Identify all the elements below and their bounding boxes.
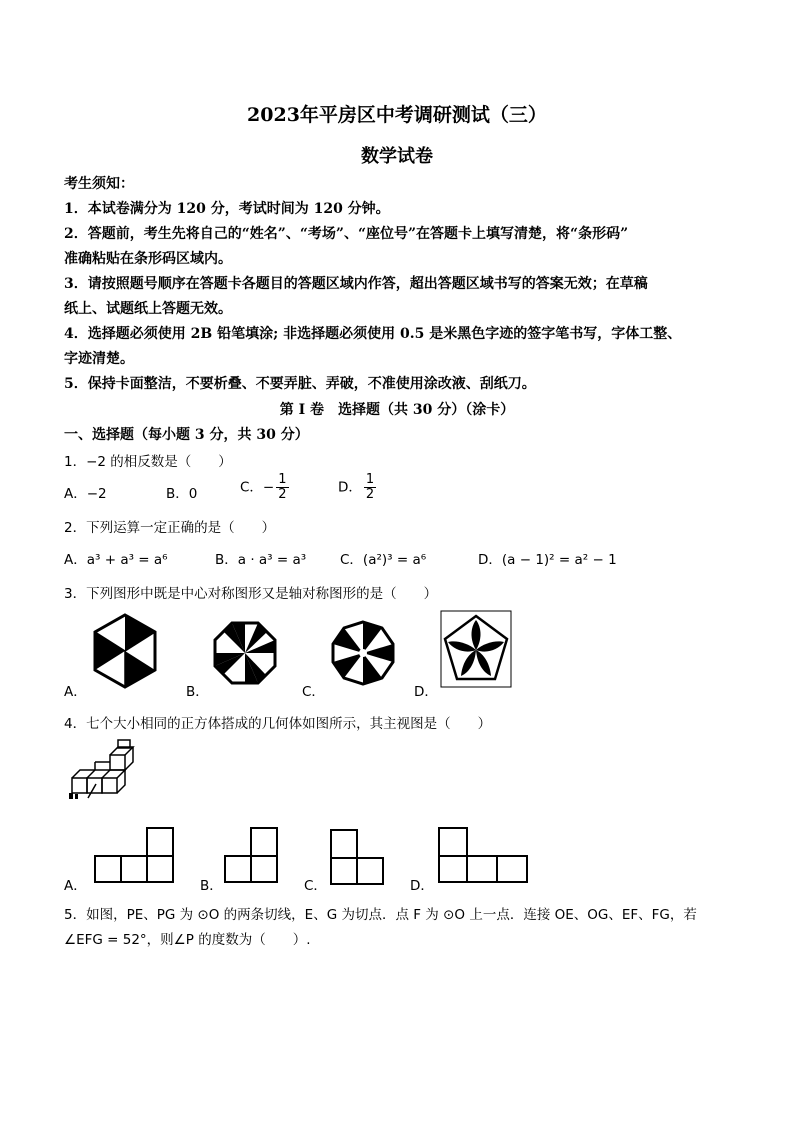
q3-label-d: D． bbox=[414, 684, 438, 700]
q2-option-d: D．(a − 1)² = a² − 1 bbox=[478, 552, 617, 568]
q1-option-c bbox=[240, 473, 289, 502]
notice-line-2a: 2．答题前，考生先将自己的“姓名”、“考场”、“座位号”在答题卡上填写清楚，将“条形码” bbox=[64, 226, 629, 242]
q2-option-c: C．(a²)³ = a⁶ bbox=[340, 552, 427, 568]
q1-c-denominator: 2 bbox=[278, 487, 287, 502]
notice-line-3a: 3．请按照题号顺序在答题卡各题目的答题区域内作答，超出答题区域书写的答案无效；在草稿 bbox=[64, 276, 648, 292]
notice-heading: 考生须知： bbox=[64, 176, 134, 192]
q5-line-1: 5．如图，PE、PG 为 ⊙O 的两条切线，E、G 为切点．点 F 为 ⊙O 上一点．连接 OE、OG、EF、FG，若 bbox=[64, 907, 697, 923]
q4-label-b: B． bbox=[200, 878, 223, 894]
notice-line-1: 1．本试卷满分为 120 分，考试时间为 120 分钟。 bbox=[64, 201, 390, 217]
q4-label-a: A． bbox=[64, 878, 87, 894]
q3-label-c: C． bbox=[302, 684, 325, 700]
q4-option-c-view bbox=[330, 828, 384, 886]
q3-figure-c-polygon bbox=[330, 620, 396, 686]
q1-option-a: A．−2 bbox=[64, 486, 107, 502]
q3-label-b: B． bbox=[186, 684, 209, 700]
exam-title: 2023年平房区中考调研测试（三） bbox=[247, 104, 547, 126]
q1-option-c-fraction bbox=[276, 473, 288, 502]
notice-line-5: 5．保持卡面整洁，不要析叠、不要弄脏、弄破，不准使用涂改液、刮纸刀。 bbox=[64, 376, 536, 392]
part1-heading: 第 I 卷 选择题（共 30 分）（涂卡） bbox=[279, 402, 515, 418]
q4-solid-figure bbox=[66, 738, 138, 808]
q2-option-b: B．a · a³ = a³ bbox=[215, 552, 307, 568]
q3-figure-a-hexagon bbox=[92, 612, 158, 690]
q3-label-a: A． bbox=[64, 684, 87, 700]
q4-label-c: C． bbox=[304, 878, 327, 894]
notice-line-4b: 字迹清楚。 bbox=[64, 351, 134, 367]
q3-stem: 3．下列图形中既是中心对称图形又是轴对称图形的是（ ） bbox=[64, 586, 438, 602]
q1-c-numerator: 1 bbox=[278, 472, 287, 487]
q3-figure-d-pentagon bbox=[440, 610, 512, 688]
exam-subtitle: 数学试卷 bbox=[361, 146, 433, 167]
q1-option-d-label: D． bbox=[338, 479, 362, 496]
q4-stem: 4．七个大小相同的正方体搭成的几何体如图所示，其主视图是（ ） bbox=[64, 716, 492, 732]
notice-line-3b: 纸上、试题纸上答题无效。 bbox=[64, 301, 232, 317]
q2-option-a: A．a³ + a³ = a⁶ bbox=[64, 552, 168, 568]
q1-stem: 1．−2 的相反数是（ ） bbox=[64, 454, 232, 470]
q4-option-d-view bbox=[438, 826, 530, 884]
q4-label-d: D． bbox=[410, 878, 434, 894]
q1-d-numerator: 1 bbox=[365, 472, 375, 487]
q1-option-b: B．0 bbox=[166, 486, 198, 502]
q3-figure-b-octagon bbox=[212, 620, 278, 686]
q2-stem: 2．下列运算一定正确的是（ ） bbox=[64, 520, 276, 536]
q1-option-c-label: C．− bbox=[240, 479, 275, 496]
q4-option-b-view bbox=[224, 826, 278, 884]
section-heading: 一、选择题（每小题 3 分，共 30 分） bbox=[64, 427, 309, 443]
q1-d-denominator: 2 bbox=[365, 487, 375, 502]
q4-option-a-view bbox=[94, 826, 174, 884]
q5-line-2: ∠EFG = 52°，则∠P 的度数为（ ）. bbox=[64, 932, 311, 948]
q1-option-d bbox=[338, 473, 376, 502]
notice-line-4a: 4．选择题必须使用 2B 铅笔填涂; 非选择题必须使用 0.5 是米黑色字迹的签字笔书写，字体工整、 bbox=[64, 326, 682, 342]
notice-line-2b: 准确粘贴在条形码区域内。 bbox=[64, 251, 232, 267]
q1-option-d-fraction bbox=[364, 473, 376, 502]
